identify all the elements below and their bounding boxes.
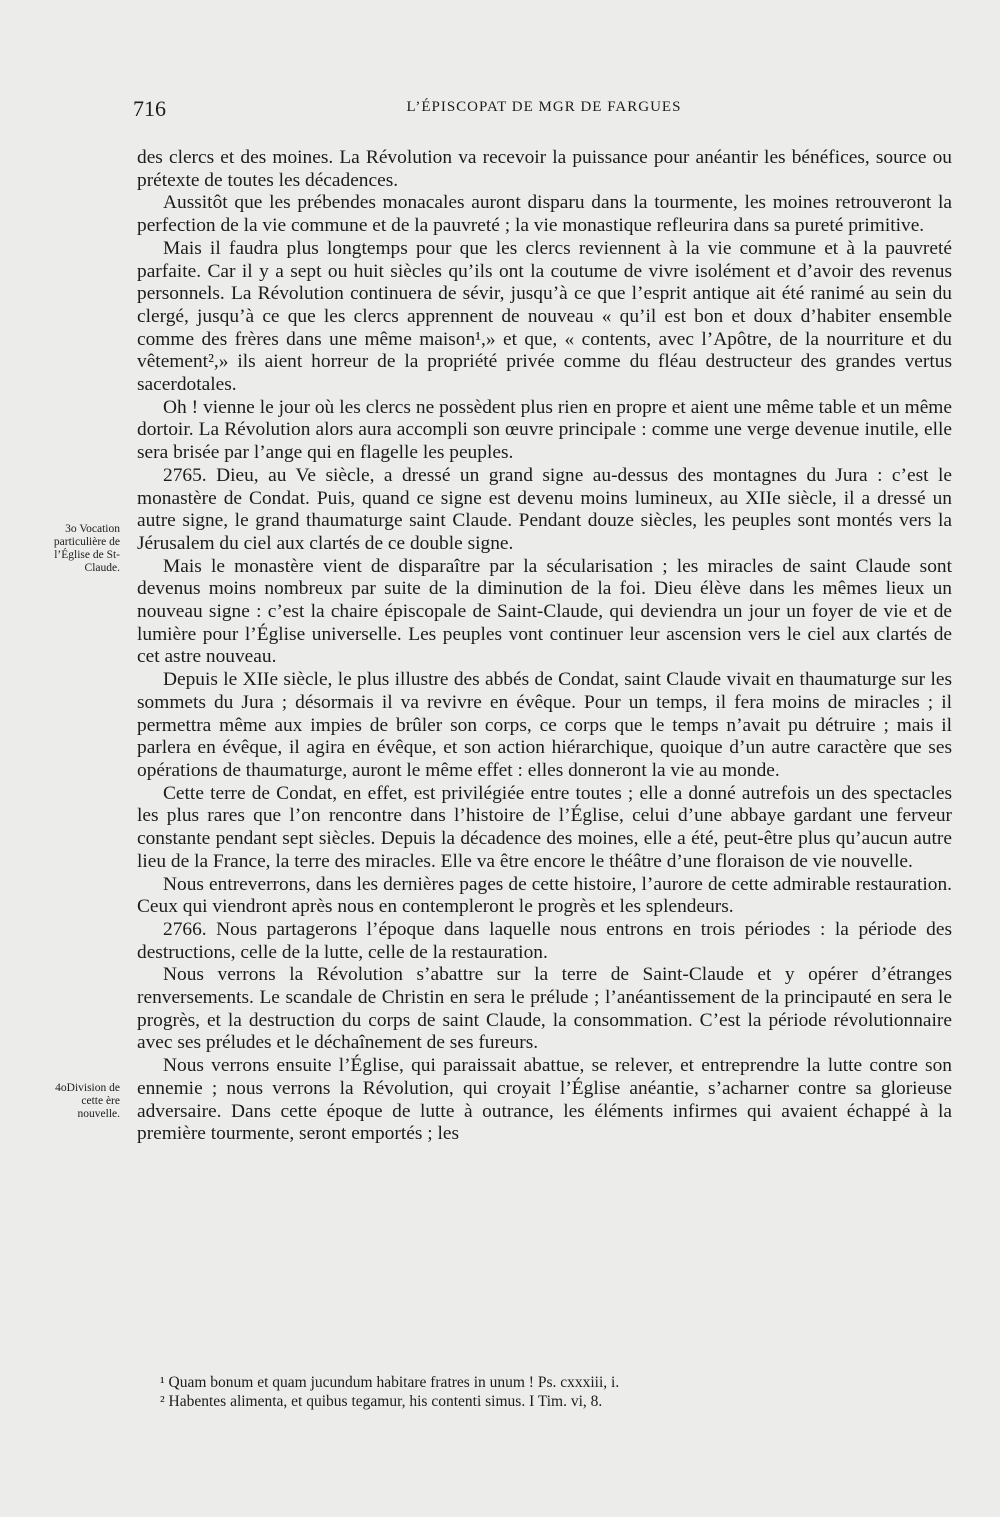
paragraph: Nous entreverrons, dans les dernières pages de cette histoire, l’aurore de cette admirable restauration. Ceux qui viendront après nous en contempleront le progrès et les splendeurs. [137,873,952,918]
running-title: L’ÉPISCOPAT DE MGR DE FARGUES [406,99,682,115]
margin-note: 4oDivision de cette ère nouvelle. [55,1082,120,1120]
paragraph: Nous verrons la Révolution s’abattre sur la terre de Saint-Claude et y opérer d’étranges renversements. Le scandale de Christin en sera le prélude ; l’anéantissement de la principauté en sera le progrès, et la destruction du corps de saint Claude, la consommation. C’est la période révolutionnaire avec ses préludes et le déchaînement de ses fureurs. [137,964,952,1054]
paragraph: Mais le monastère vient de disparaître par la sécularisation ; les miracles de saint Claude sont devenus moins nombreux par suite de la diminution de la foi. Dieu élève dans les mêmes lieux un nouveau signe : c’est la chaire épiscopale de Saint-Claude, qui deviendra un jour un foyer de vie et de lumière pour l’Église universelle. Les peuples vont continuer leur ascension vers le ciel aux clartés de cet astre nouveau. [137,555,952,668]
footnote: ¹ Quam bonum et quam jucundum habitare fratres in unum ! Ps. cxxxiii, i. [160,1374,620,1391]
body-text [137,147,952,1146]
paragraph: Oh ! vienne le jour où les clercs ne possèdent plus rien en propre et aient une même table et un même dortoir. La Révolution alors aura accompli son œuvre principale : comme une verge devenue inutile, elle sera brisée par l’ange qui en flagelle les peuples. [137,396,952,464]
footnote: ² Habentes alimenta, et quibus tegamur, his contenti simus. I Tim. vi, 8. [160,1393,603,1410]
page-number: 716 [133,96,166,121]
paragraph: Cette terre de Condat, en effet, est privilégiée entre toutes ; elle a donné autrefois un des spectacles les plus rares que l’on rencontre dans l’histoire de l’Église, celui d’une abbaye gardant une ferveur constante pendant sept siècles. Depuis la décadence des moines, elle a été, peut-être plus qu’aucun autre lieu de la France, la terre des miracles. Elle va être encore le théâtre d’une floraison de vie nouvelle. [137,782,952,872]
paragraph: Nous verrons ensuite l’Église, qui paraissait abattue, se relever, et entreprendre la lutte contre son ennemie ; nous verrons la Révolution, qui croyait l’Église anéantie, s’acharner contre sa glorieuse adversaire. Dans cette époque de lutte à outrance, les éléments infirmes qui avaient échappé à la première tourmente, seront emportés ; les [137,1055,952,1145]
paragraph: 2766. Nous partagerons l’époque dans laquelle nous entrons en trois périodes : la période des destructions, celle de la lutte, celle de la restauration. [137,918,952,963]
paragraph: Aussitôt que les prébendes monacales auront disparu dans la tourmente, les moines retrouveront la perfection de la vie commune et de la pauvreté ; la vie monastique refleurira dans sa pureté primitive. [137,192,952,237]
paragraph: Mais il faudra plus longtemps pour que les clercs reviennent à la vie commune et à la pauvreté parfaite. Car il y a sept ou huit siècles qu’ils ont la coutume de vivre isolément et d’avoir des revenus personnels. La Révolution continuera de sévir, jusqu’à ce que l’esprit antique ait été ranimé au sein du clergé, jusqu’à ce que les clercs apprennent de nouveau « qu’il est bon et doux d’habiter ensemble comme des frères dans une même maison¹,» et que, « contents, avec l’Apôtre, de la nourriture et du vêtement²,» ils aient horreur de la propriété privée comme du fléau destructeur des grandes vertus sacerdotales. [137,237,952,396]
paragraph: 2765. Dieu, au Ve siècle, a dressé un grand signe au-dessus des montagnes du Jura : c’est le monastère de Condat. Puis, quand ce signe est devenu moins lumineux, au XIIe siècle, il a dressé un autre signe, le grand thaumaturge saint Claude. Pendant douze siècles, les peuples sont montés vers la Jérusalem du ciel aux clartés de ce double signe. [137,464,952,554]
paragraph: Depuis le XIIe siècle, le plus illustre des abbés de Condat, saint Claude vivait en thaumaturge sur les sommets du Jura ; désormais il va revivre en évêque. Pour un temps, il fera moins de miracles ; il permettra même aux impies de brûler son corps, ce corps que le temps n’avait pu détruire ; mais il parlera en évêque, il agira en évêque, et son action hiérarchique, quoique d’un autre caractère que ses opérations de thaumaturge, auront le même effet : elles donneront la vie au monde. [137,669,952,781]
page-header [133,96,955,126]
margin-note: 3o Vocation particulière de l’Église de St-Claude. [53,523,120,574]
paragraph: des clercs et des moines. La Révolution va recevoir la puissance pour anéantir les bénéfices, source ou prétexte de toutes les décadences. [137,147,952,191]
footnotes [160,1373,920,1411]
